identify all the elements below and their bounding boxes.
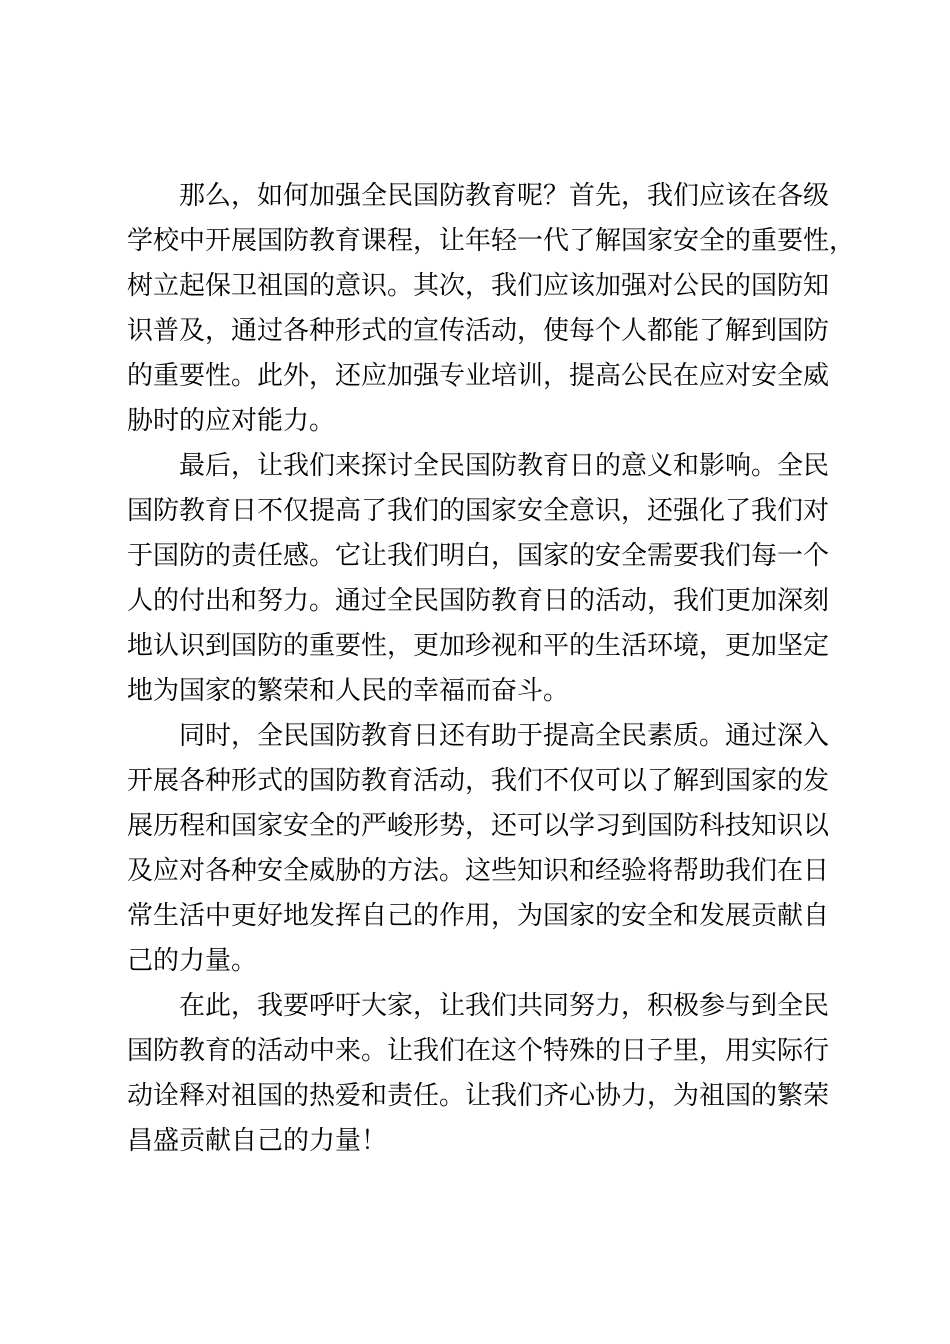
text-line: 常生活中更好地发挥自己的作用，为国家的安全和发展贡献自 — [127, 901, 830, 931]
document-body — [127, 174, 856, 1164]
text-line: 那么，如何加强全民国防教育呢？首先，我们应该在各级 — [179, 181, 830, 211]
text-line: 学校中开展国防教育课程，让年轻一代了解国家安全的重要性， — [127, 226, 856, 256]
text-line: 展历程和国家安全的严峻形势，还可以学习到国防科技知识以 — [127, 811, 830, 841]
text-line: 胁时的应对能力。 — [127, 406, 336, 436]
text-line: 及应对各种安全威胁的方法。这些知识和经验将帮助我们在日 — [127, 856, 830, 886]
paragraph-significance — [127, 444, 839, 714]
text-line: 开展各种形式的国防教育活动，我们不仅可以了解到国家的发 — [127, 766, 830, 796]
text-line: 最后，让我们来探讨全民国防教育日的意义和影响。全民 — [179, 451, 830, 481]
text-line: 同时，全民国防教育日还有助于提高全民素质。通过深入 — [179, 721, 830, 751]
paragraph-appeal — [127, 984, 839, 1164]
text-line: 己的力量。 — [127, 946, 258, 976]
text-line: 地为国家的繁荣和人民的幸福而奋斗。 — [127, 676, 570, 706]
text-line: 昌盛贡献自己的力量！ — [127, 1126, 388, 1156]
text-line: 的重要性。此外，还应加强专业培训，提高公民在应对安全威 — [127, 361, 830, 391]
text-line: 动诠释对祖国的热爱和责任。让我们齐心协力，为祖国的繁荣 — [127, 1081, 830, 1111]
text-line: 在此，我要呼吁大家，让我们共同努力，积极参与到全民 — [179, 991, 830, 1021]
text-line: 国防教育的活动中来。让我们在这个特殊的日子里，用实际行 — [127, 1036, 830, 1066]
text-line: 地认识到国防的重要性，更加珍视和平的生活环境，更加坚定 — [127, 631, 830, 661]
text-line: 国防教育日不仅提高了我们的国家安全意识，还强化了我们对 — [127, 496, 830, 526]
paragraph-how-to-strengthen — [127, 174, 856, 444]
text-line: 于国防的责任感。它让我们明白，国家的安全需要我们每一个 — [127, 541, 830, 571]
text-line: 树立起保卫祖国的意识。其次，我们应该加强对公民的国防知 — [127, 271, 830, 301]
text-line: 识普及，通过各种形式的宣传活动，使每个人都能了解到国防 — [127, 316, 830, 346]
paragraph-quality — [127, 714, 839, 984]
text-line: 人的付出和努力。通过全民国防教育日的活动，我们更加深刻 — [127, 586, 830, 616]
